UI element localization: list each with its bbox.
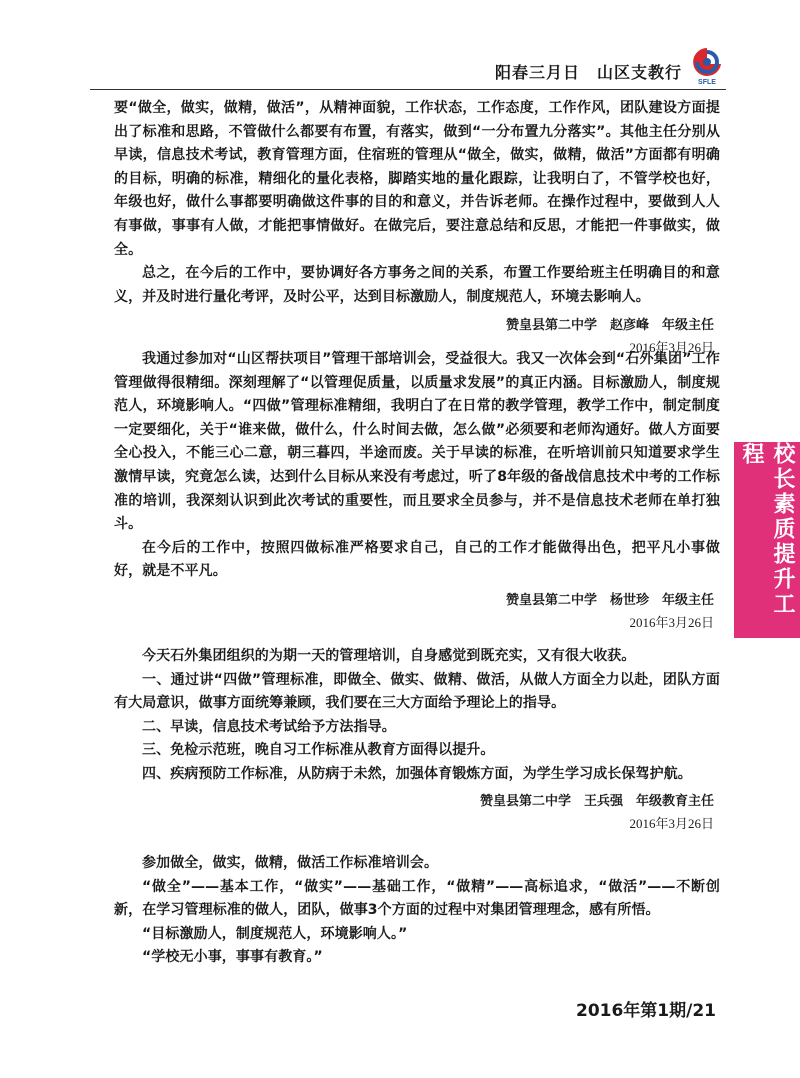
article-section-2 bbox=[114, 348, 720, 634]
school-logo-icon bbox=[688, 46, 726, 86]
paragraph: “学校无小事，事事有教育。” bbox=[142, 949, 323, 966]
paragraph: 总之，在今后的工作中，要协调好各方事务之间的关系，布置工作要给班主任明确目的和意义，并及时进行量化考评，及时公平，达到目标激励人，制度规范人，环境去影响人。 bbox=[114, 265, 720, 305]
article-section-4 bbox=[114, 852, 720, 970]
side-tab-label: 校长素质提升工程 bbox=[739, 442, 795, 617]
signature: 赞皇县第二中学 杨世珍 年级主任 bbox=[505, 592, 714, 608]
paragraph: 二、早读，信息技术考试给予方法指导。 bbox=[142, 718, 396, 735]
paragraph: 要“做全，做实，做精，做活”，从精神面貌，工作状态，工作态度，工作作风，团队建设方面提出了标准和思路，不管做什么都要有布置，有落实，做到“一分布置九分落实”。其他主任分别从早读，信息技术考试，教育管理方面，住宿班的管理从“做全，做实，做精，做活”方面都有明确的目标，明确的标准，精细化的量化表格，脚踏实地的量化跟踪，让我明白了，不管学校也好，年级也好，做什么事都要明确做这件事的目的和意义，并告诉老师。在操作过程中，要做到人人有事做，事事有人做，才能把事情做好。在做完后，要注意总结和反思，才能把一件事做实，做全。 bbox=[114, 100, 720, 258]
page-footer-issue: 2016年第1期/21 bbox=[575, 1001, 716, 1021]
paragraph: 我通过参加对“山区帮扶项目”管理干部培训会，受益很大。我又一次体会到“石外集团”工作管理做得很精细。深刻理解了“以管理促质量，以质量求发展”的真正内涵。目标激励人，制度规范人，环境影响人。“四做”管理标准精细，我明白了在日常的教学管理，教学工作中，制定制度一定要细化，关于“谁来做，做什么，什么时间去做，怎么做”必须要和老师沟通好。做人方面要全心投入，不能三心二意，朝三暮四，半途而废。关于早读的标准，在听培训前只知道要求学生激情早读，究竟怎么读，达到什么目标从来没有考虑过，听了8年级的备战信息技术中考的工作标准的培训，我深刻认识到此次考试的重要性，而且要求全员参与，并不是信息技术老师在单打独斗。 bbox=[114, 351, 720, 533]
date: 2016年3月26日 bbox=[629, 340, 714, 356]
header-rule bbox=[90, 89, 726, 90]
signature: 赞皇县第二中学 王兵强 年级教育主任 bbox=[479, 793, 714, 809]
logo-text: SFLE bbox=[698, 79, 716, 86]
date: 2016年3月26日 bbox=[629, 614, 714, 630]
signature: 赞皇县第二中学 赵彦峰 年级主任 bbox=[505, 318, 714, 334]
article-section-3 bbox=[114, 645, 720, 835]
paragraph: 四、疾病预防工作标准，从防病于未然，加强体育锻炼方面，为学生学习成长保驾护航。 bbox=[142, 765, 692, 782]
date: 2016年3月26日 bbox=[629, 815, 714, 831]
paragraph: 参加做全，做实，做精，做活工作标准培训会。 bbox=[142, 855, 439, 871]
paragraph: 三、免检示范班，晚自习工作标准从教育方面得以提升。 bbox=[142, 742, 495, 759]
header-title: 阳春三月日 山区支教行 bbox=[495, 63, 683, 82]
paragraph: 在今后的工作中，按照四做标准严格要求自己，自己的工作才能做得出色，把平凡小事做好，就是不平凡。 bbox=[114, 539, 720, 580]
paragraph: 一、通过讲“四做”管理标准，即做全、做实、做精、做活，从做人方面全力以赴，团队方面有大局意识，做事方面统筹兼顾，我们要在三大方面给予理论上的指导。 bbox=[114, 671, 720, 712]
article-section-1 bbox=[114, 97, 720, 359]
paragraph: “目标激励人，制度规范人，环境影响人。” bbox=[142, 925, 408, 942]
paragraph: “做全”——基本工作，“做实”——基础工作，“做精”——高标追求，“做活”——不断创新，在学习管理标准的做人，团队，做事3个方面的过程中对集团管理理念，感有所悟。 bbox=[114, 878, 720, 919]
side-tab bbox=[734, 442, 800, 638]
paragraph: 今天石外集团组织的为期一天的管理培训，自身感觉到既充实，又有很大收获。 bbox=[142, 648, 636, 664]
